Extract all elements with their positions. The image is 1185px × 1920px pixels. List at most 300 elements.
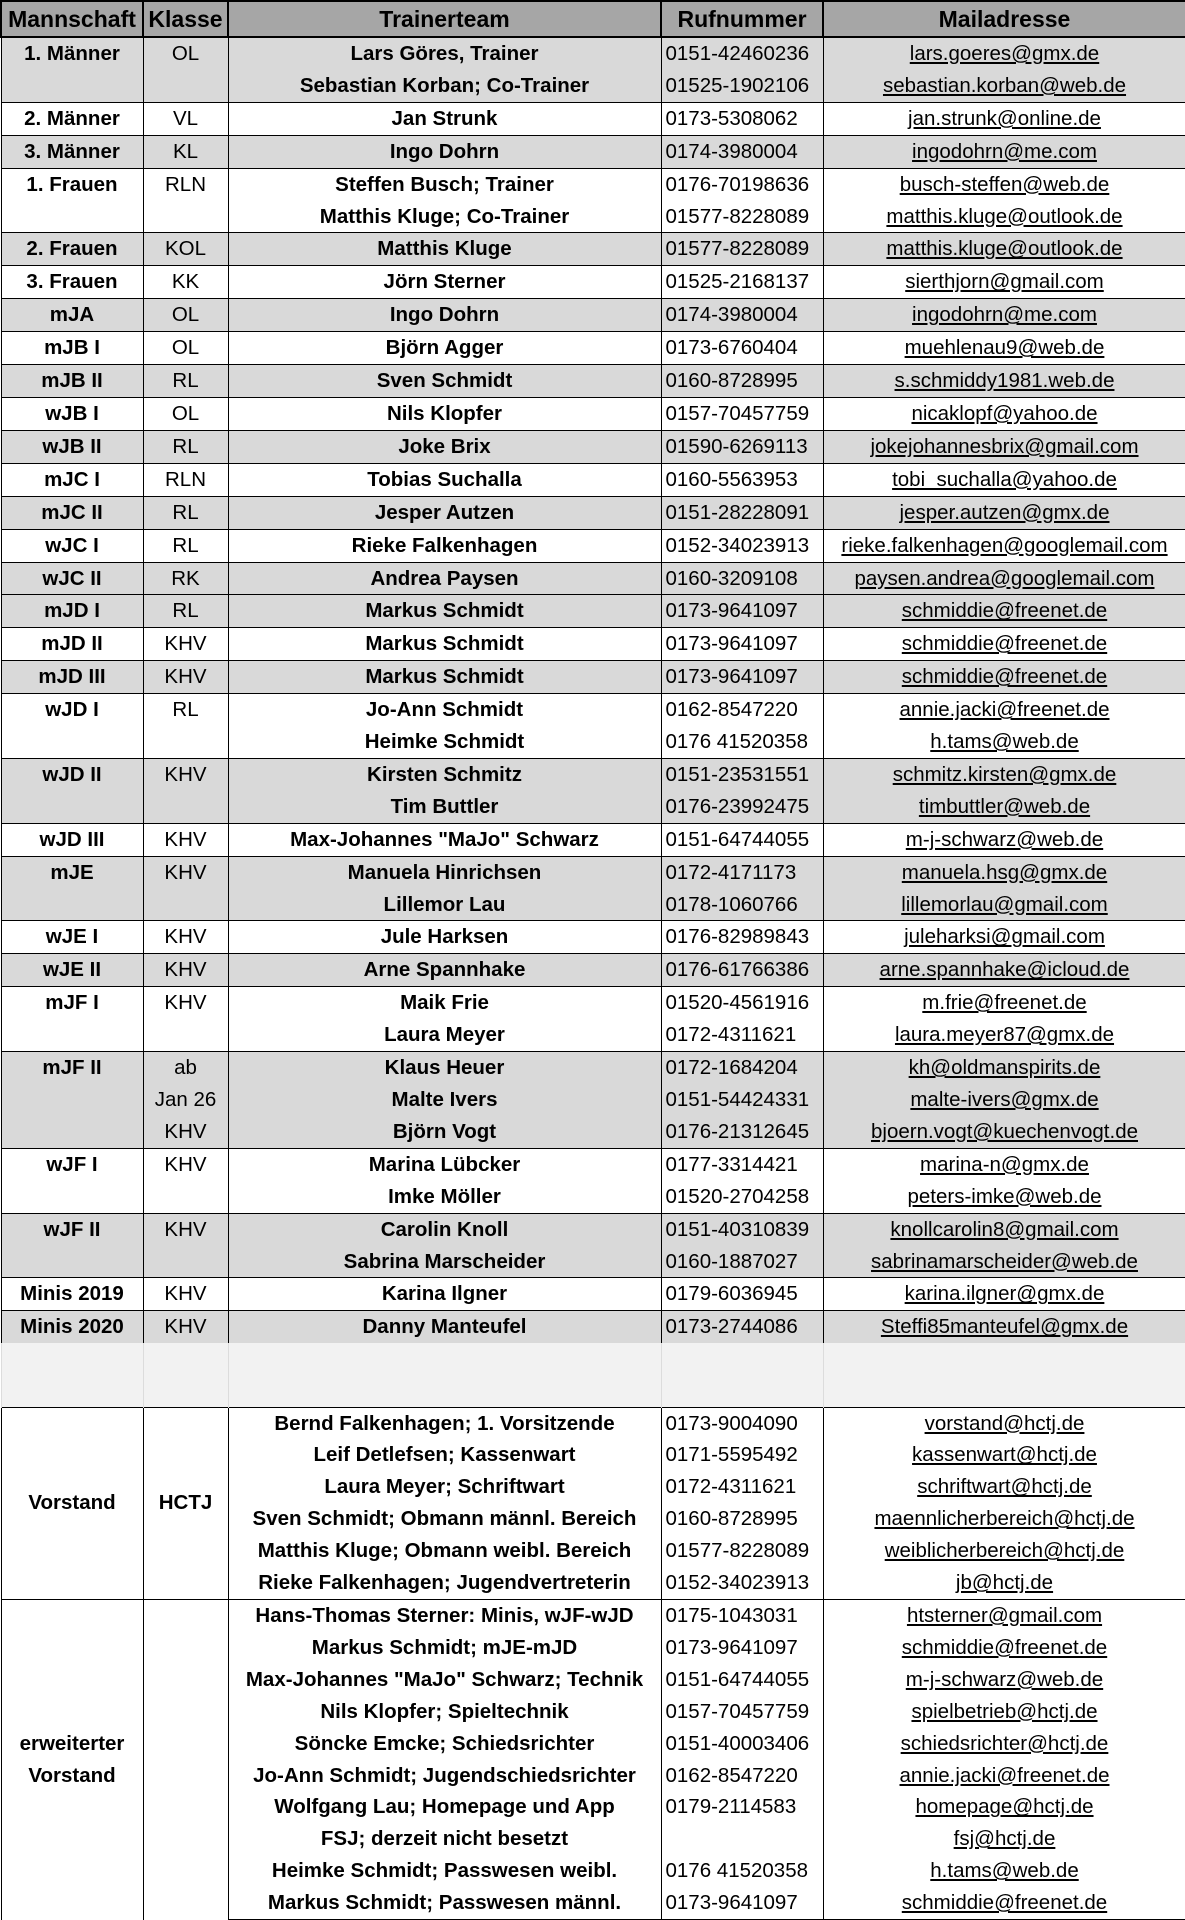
trainer-name: Kirsten Schmitz	[228, 758, 661, 790]
trainer-name: Joke Brix	[228, 430, 661, 463]
klasse-cell: RLN	[143, 463, 228, 496]
email-link[interactable]: annie.jacki@freenet.de	[823, 1760, 1185, 1792]
klasse-cell: RL	[143, 365, 228, 398]
table-row	[1, 1407, 1185, 1439]
header-rufnummer: Rufnummer	[661, 1, 823, 37]
email-link[interactable]: spielbetrieb@hctj.de	[823, 1696, 1185, 1728]
table-row	[1, 856, 1185, 888]
email-link[interactable]: Steffi85manteufel@gmx.de	[823, 1311, 1185, 1343]
email-link[interactable]: nicaklopf@yahoo.de	[823, 397, 1185, 430]
email-link[interactable]: schiedsrichter@hctj.de	[823, 1728, 1185, 1760]
team-cell: 3. Frauen	[1, 266, 143, 299]
email-link[interactable]: sabrinamarscheider@web.de	[823, 1246, 1185, 1278]
phone-number: 0173-9004090	[661, 1407, 823, 1439]
phone-number: 0176 41520358	[661, 726, 823, 758]
email-link[interactable]: schriftwart@hctj.de	[823, 1471, 1185, 1503]
phone-number: 0176 41520358	[661, 1855, 823, 1887]
spacer-cell	[228, 1375, 661, 1407]
trainer-name: Markus Schmidt	[228, 661, 661, 694]
header-mannschaft: Mannschaft	[1, 1, 143, 37]
trainer-name: Max-Johannes "MaJo" Schwarz; Technik	[228, 1664, 661, 1696]
email-link[interactable]: busch-steffen@web.de	[823, 168, 1185, 200]
phone-number: 0151-54424331	[661, 1084, 823, 1116]
spacer-row	[1, 1375, 1185, 1407]
spacer-cell	[228, 1343, 661, 1375]
trainer-name: Heimke Schmidt; Passwesen weibl.	[228, 1855, 661, 1887]
email-link[interactable]: jb@hctj.de	[823, 1567, 1185, 1599]
table-row	[1, 463, 1185, 496]
klasse-cell: Jan 26	[143, 1084, 228, 1116]
trainer-name: Ingo Dohrn	[228, 135, 661, 168]
phone-number: 0162-8547220	[661, 694, 823, 726]
klasse-cell: KHV	[143, 661, 228, 694]
table-row	[1, 201, 1185, 233]
phone-number: 0160-3209108	[661, 562, 823, 595]
email-link[interactable]: maennlicherbereich@hctj.de	[823, 1503, 1185, 1535]
email-link[interactable]: karina.ilgner@gmx.de	[823, 1278, 1185, 1311]
table-row	[1, 1246, 1185, 1278]
trainer-name: Klaus Heuer	[228, 1052, 661, 1084]
trainer-name: Matthis Kluge; Co-Trainer	[228, 201, 661, 233]
team-cell: wJF II	[1, 1213, 143, 1245]
table-row	[1, 496, 1185, 529]
email-link[interactable]: jan.strunk@online.de	[823, 102, 1185, 135]
phone-number: 01525-2168137	[661, 266, 823, 299]
trainer-name: Björn Agger	[228, 332, 661, 365]
klasse-cell: RLN	[143, 168, 228, 200]
klasse-cell	[143, 70, 228, 102]
table-row	[1, 954, 1185, 987]
phone-number: 0179-6036945	[661, 1278, 823, 1311]
email-link[interactable]: schmitz.kirsten@gmx.de	[823, 758, 1185, 790]
trainer-name: Björn Vogt	[228, 1116, 661, 1148]
klasse-cell: KL	[143, 135, 228, 168]
phone-number: 0152-34023913	[661, 529, 823, 562]
phone-number: 0151-23531551	[661, 758, 823, 790]
table-row	[1, 987, 1185, 1019]
spacer-cell	[823, 1375, 1185, 1407]
klasse-cell: KHV	[143, 758, 228, 790]
trainer-name: Sven Schmidt	[228, 365, 661, 398]
table-row	[1, 758, 1185, 790]
klasse-cell: KHV	[143, 823, 228, 856]
email-link[interactable]: schmiddie@freenet.de	[823, 628, 1185, 661]
trainer-name: Carolin Knoll	[228, 1213, 661, 1245]
phone-number: 01525-1902106	[661, 70, 823, 102]
team-cell: wJB I	[1, 397, 143, 430]
phone-number: 0151-64744055	[661, 1664, 823, 1696]
team-cell: 1. Männer	[1, 37, 143, 70]
trainer-name: Sven Schmidt; Obmann männl. Bereich	[228, 1503, 661, 1535]
trainer-name: Tim Buttler	[228, 791, 661, 823]
phone-number: 0178-1060766	[661, 889, 823, 921]
team-cell	[1, 70, 143, 102]
klasse-cell	[143, 791, 228, 823]
email-link[interactable]: schmiddie@freenet.de	[823, 1887, 1185, 1919]
header-klasse: Klasse	[143, 1, 228, 37]
table-row	[1, 661, 1185, 694]
trainer-name: Matthis Kluge	[228, 233, 661, 266]
email-link[interactable]: vorstand@hctj.de	[823, 1407, 1185, 1439]
email-link[interactable]: m-j-schwarz@web.de	[823, 823, 1185, 856]
team-cell: mJB II	[1, 365, 143, 398]
klasse-cell: OL	[143, 332, 228, 365]
trainer-name: Manuela Hinrichsen	[228, 856, 661, 888]
phone-number: 01577-8228089	[661, 201, 823, 233]
table-row	[1, 1116, 1185, 1148]
email-link[interactable]: matthis.kluge@outlook.de	[823, 233, 1185, 266]
email-link[interactable]: peters-imke@web.de	[823, 1181, 1185, 1213]
klasse-cell: KHV	[143, 987, 228, 1019]
email-link[interactable]: s.schmiddy1981.web.de	[823, 365, 1185, 398]
phone-number: 01520-2704258	[661, 1181, 823, 1213]
trainer-name: Leif Detlefsen; Kassenwart	[228, 1439, 661, 1471]
trainer-name: Nils Klopfer	[228, 397, 661, 430]
phone-number: 0172-4171173	[661, 856, 823, 888]
table-row	[1, 135, 1185, 168]
klasse-cell: OL	[143, 299, 228, 332]
email-link[interactable]: jokejohannesbrix@gmail.com	[823, 430, 1185, 463]
trainer-name: Rieke Falkenhagen	[228, 529, 661, 562]
team-cell: wJC II	[1, 562, 143, 595]
trainer-name: Steffen Busch; Trainer	[228, 168, 661, 200]
team-cell: wJC I	[1, 529, 143, 562]
erweiterter-label	[1, 1599, 143, 1919]
klasse-cell: KHV	[143, 1148, 228, 1180]
header-mailadresse: Mailadresse	[823, 1, 1185, 37]
team-cell: mJC I	[1, 463, 143, 496]
phone-number: 0151-42460236	[661, 37, 823, 70]
email-link[interactable]: muehlenau9@web.de	[823, 332, 1185, 365]
table-row	[1, 1213, 1185, 1245]
trainer-name: Sabrina Marscheider	[228, 1246, 661, 1278]
phone-number: 0160-8728995	[661, 1503, 823, 1535]
table-row	[1, 233, 1185, 266]
klasse-cell: KK	[143, 266, 228, 299]
erweiterter-label-line: Vorstand	[28, 1763, 116, 1787]
email-link[interactable]: arne.spannhake@icloud.de	[823, 954, 1185, 987]
trainer-name: Markus Schmidt; mJE-mJD	[228, 1632, 661, 1664]
email-link[interactable]: kassenwart@hctj.de	[823, 1439, 1185, 1471]
email-link[interactable]: fsj@hctj.de	[823, 1823, 1185, 1855]
team-cell	[1, 1019, 143, 1051]
spacer-cell	[661, 1343, 823, 1375]
trainer-name: Markus Schmidt; Passwesen männl.	[228, 1887, 661, 1919]
team-cell: wJD II	[1, 758, 143, 790]
trainer-name: Heimke Schmidt	[228, 726, 661, 758]
trainer-name: Matthis Kluge; Obmann weibl. Bereich	[228, 1535, 661, 1567]
phone-number: 0173-9641097	[661, 1632, 823, 1664]
phone-number: 0162-8547220	[661, 1760, 823, 1792]
email-link[interactable]: h.tams@web.de	[823, 1855, 1185, 1887]
table-row	[1, 1181, 1185, 1213]
table-row	[1, 332, 1185, 365]
klasse-cell: KHV	[143, 954, 228, 987]
klasse-cell: ab	[143, 1052, 228, 1084]
klasse-cell: RL	[143, 496, 228, 529]
phone-number: 0174-3980004	[661, 135, 823, 168]
team-cell: Minis 2020	[1, 1311, 143, 1343]
team-cell: wJF I	[1, 1148, 143, 1180]
trainer-name: Tobias Suchalla	[228, 463, 661, 496]
phone-number: 0179-2114583	[661, 1791, 823, 1823]
table-row	[1, 1084, 1185, 1116]
klasse-cell: RL	[143, 529, 228, 562]
phone-number: 0160-5563953	[661, 463, 823, 496]
phone-number: 0151-28228091	[661, 496, 823, 529]
header-row	[1, 1, 1185, 37]
email-link[interactable]: ingodohrn@me.com	[823, 135, 1185, 168]
klasse-cell	[143, 1019, 228, 1051]
team-cell	[1, 726, 143, 758]
email-link[interactable]: h.tams@web.de	[823, 726, 1185, 758]
phone-number: 0160-8728995	[661, 365, 823, 398]
phone-number: 0160-1887027	[661, 1246, 823, 1278]
phone-number: 01577-8228089	[661, 233, 823, 266]
team-cell: 2. Männer	[1, 102, 143, 135]
table-row	[1, 562, 1185, 595]
trainer-name: Jörn Sterner	[228, 266, 661, 299]
email-link[interactable]: ingodohrn@me.com	[823, 299, 1185, 332]
klasse-cell: KHV	[143, 1116, 228, 1148]
trainer-name: Jule Harksen	[228, 921, 661, 954]
table-row	[1, 791, 1185, 823]
spacer-cell	[1, 1343, 143, 1375]
klasse-cell	[143, 1181, 228, 1213]
table-row	[1, 70, 1185, 102]
email-link[interactable]: sebastian.korban@web.de	[823, 70, 1185, 102]
phone-number: 0174-3980004	[661, 299, 823, 332]
table-row	[1, 1599, 1185, 1631]
phone-number: 0172-4311621	[661, 1019, 823, 1051]
team-cell: Minis 2019	[1, 1278, 143, 1311]
klasse-cell	[143, 1599, 228, 1919]
table-row	[1, 397, 1185, 430]
email-link[interactable]: annie.jacki@freenet.de	[823, 694, 1185, 726]
vorstand-label-line: Vorstand	[28, 1491, 116, 1515]
klasse-cell: KHV	[143, 1213, 228, 1245]
table-row	[1, 921, 1185, 954]
klasse-cell: RL	[143, 694, 228, 726]
klasse-cell	[143, 726, 228, 758]
trainer-name: Jo-Ann Schmidt	[228, 694, 661, 726]
trainer-name: Jan Strunk	[228, 102, 661, 135]
team-cell: 2. Frauen	[1, 233, 143, 266]
email-link[interactable]: rieke.falkenhagen@googlemail.com	[823, 529, 1185, 562]
table-body	[1, 37, 1185, 1920]
email-link[interactable]: weiblicherbereich@hctj.de	[823, 1535, 1185, 1567]
team-cell: wJE I	[1, 921, 143, 954]
email-link[interactable]: malte-ivers@gmx.de	[823, 1084, 1185, 1116]
trainer-name: Maik Frie	[228, 987, 661, 1019]
trainer-name: Marina Lübcker	[228, 1148, 661, 1180]
email-link[interactable]: matthis.kluge@outlook.de	[823, 201, 1185, 233]
klasse-cell: OL	[143, 397, 228, 430]
klasse-cell	[143, 201, 228, 233]
team-cell: mJF I	[1, 987, 143, 1019]
phone-number: 0176-21312645	[661, 1116, 823, 1148]
klasse-cell: KHV	[143, 628, 228, 661]
trainer-name: Söncke Emcke; Schiedsrichter	[228, 1728, 661, 1760]
team-cell: mJF II	[1, 1052, 143, 1084]
team-cell: mJA	[1, 299, 143, 332]
team-cell	[1, 1246, 143, 1278]
spacer-cell	[661, 1375, 823, 1407]
team-cell: mJD I	[1, 595, 143, 628]
table-row	[1, 299, 1185, 332]
email-link[interactable]: marina-n@gmx.de	[823, 1148, 1185, 1180]
trainer-name: Nils Klopfer; Spieltechnik	[228, 1696, 661, 1728]
phone-number: 0176-23992475	[661, 791, 823, 823]
spacer-cell	[1, 1375, 143, 1407]
table-row	[1, 365, 1185, 398]
klasse-cell: KHV	[143, 1278, 228, 1311]
trainer-name: Markus Schmidt	[228, 628, 661, 661]
phone-number: 01577-8228089	[661, 1535, 823, 1567]
phone-number: 0177-3314421	[661, 1148, 823, 1180]
trainer-name: Jesper Autzen	[228, 496, 661, 529]
email-link[interactable]: laura.meyer87@gmx.de	[823, 1019, 1185, 1051]
trainer-name: Rieke Falkenhagen; Jugendvertreterin	[228, 1567, 661, 1599]
email-link[interactable]: tobi_suchalla@yahoo.de	[823, 463, 1185, 496]
phone-number: 0176-70198636	[661, 168, 823, 200]
table-row	[1, 1148, 1185, 1180]
klasse-cell: KOL	[143, 233, 228, 266]
klasse-cell: RL	[143, 595, 228, 628]
table-row	[1, 1052, 1185, 1084]
trainer-name: Bernd Falkenhagen; 1. Vorsitzende	[228, 1407, 661, 1439]
klasse-cell: VL	[143, 102, 228, 135]
table-row	[1, 823, 1185, 856]
phone-number: 0172-4311621	[661, 1471, 823, 1503]
phone-number: 0175-1043031	[661, 1599, 823, 1631]
trainer-name: Markus Schmidt	[228, 595, 661, 628]
email-link[interactable]: m.frie@freenet.de	[823, 987, 1185, 1019]
phone-number: 0151-40310839	[661, 1213, 823, 1245]
email-link[interactable]: bjoern.vogt@kuechenvogt.de	[823, 1116, 1185, 1148]
email-link[interactable]: m-j-schwarz@web.de	[823, 1664, 1185, 1696]
klasse-cell: KHV	[143, 856, 228, 888]
phone-number: 01590-6269113	[661, 430, 823, 463]
trainer-name: Malte Ivers	[228, 1084, 661, 1116]
table-row	[1, 430, 1185, 463]
email-link[interactable]: jesper.autzen@gmx.de	[823, 496, 1185, 529]
phone-number: 0172-1684204	[661, 1052, 823, 1084]
team-cell	[1, 1084, 143, 1116]
trainer-name: Laura Meyer	[228, 1019, 661, 1051]
phone-number: 0171-5595492	[661, 1439, 823, 1471]
trainer-name: Jo-Ann Schmidt; Jugendschiedsrichter	[228, 1760, 661, 1792]
trainer-name: Wolfgang Lau; Homepage und App	[228, 1791, 661, 1823]
team-cell: mJC II	[1, 496, 143, 529]
phone-number: 0157-70457759	[661, 397, 823, 430]
erweiterter-label-line: erweiterter	[19, 1731, 125, 1755]
email-link[interactable]: homepage@hctj.de	[823, 1791, 1185, 1823]
trainer-name: Sebastian Korban; Co-Trainer	[228, 70, 661, 102]
email-link[interactable]: manuela.hsg@gmx.de	[823, 856, 1185, 888]
table-row	[1, 1311, 1185, 1343]
phone-number: 0173-5308062	[661, 102, 823, 135]
spacer-cell	[823, 1343, 1185, 1375]
email-link[interactable]: lillemorlau@gmail.com	[823, 889, 1185, 921]
email-link[interactable]: sierthjorn@gmail.com	[823, 266, 1185, 299]
trainer-name: FSJ; derzeit nicht besetzt	[228, 1823, 661, 1855]
trainer-name: Max-Johannes "MaJo" Schwarz	[228, 823, 661, 856]
table-row	[1, 628, 1185, 661]
email-link[interactable]: paysen.andrea@googlemail.com	[823, 562, 1185, 595]
phone-number: 0157-70457759	[661, 1696, 823, 1728]
phone-number: 0173-2744086	[661, 1311, 823, 1343]
phone-number: 0151-40003406	[661, 1728, 823, 1760]
table-row	[1, 726, 1185, 758]
team-cell	[1, 1181, 143, 1213]
klasse-cell: RK	[143, 562, 228, 595]
table-row	[1, 102, 1185, 135]
phone-number: 0173-6760404	[661, 332, 823, 365]
klasse-cell: KHV	[143, 1311, 228, 1343]
klasse-cell: KHV	[143, 921, 228, 954]
klasse-cell	[143, 889, 228, 921]
team-cell: wJE II	[1, 954, 143, 987]
team-cell: mJD III	[1, 661, 143, 694]
trainer-name: Hans-Thomas Sterner: Minis, wJF-wJD	[228, 1599, 661, 1631]
header-trainerteam: Trainerteam	[228, 1, 661, 37]
trainer-name: Lillemor Lau	[228, 889, 661, 921]
team-cell	[1, 889, 143, 921]
table-row	[1, 1278, 1185, 1311]
phone-number: 0173-9641097	[661, 1887, 823, 1919]
email-link[interactable]: lars.goeres@gmx.de	[823, 37, 1185, 70]
email-link[interactable]: juleharksi@gmail.com	[823, 921, 1185, 954]
team-cell: wJD III	[1, 823, 143, 856]
email-link[interactable]: timbuttler@web.de	[823, 791, 1185, 823]
trainer-name: Lars Göres, Trainer	[228, 37, 661, 70]
table-row	[1, 168, 1185, 200]
email-link[interactable]: schmiddie@freenet.de	[823, 661, 1185, 694]
table-row	[1, 694, 1185, 726]
team-cell: 1. Frauen	[1, 168, 143, 200]
table-row	[1, 595, 1185, 628]
klasse-cell: OL	[143, 37, 228, 70]
trainer-name: Danny Manteufel	[228, 1311, 661, 1343]
email-link[interactable]: htsterner@gmail.com	[823, 1599, 1185, 1631]
team-cell: mJB I	[1, 332, 143, 365]
vorstand-label	[1, 1407, 143, 1599]
email-link[interactable]: schmiddie@freenet.de	[823, 1632, 1185, 1664]
email-link[interactable]: schmiddie@freenet.de	[823, 595, 1185, 628]
spacer-cell	[143, 1375, 228, 1407]
team-cell: wJB II	[1, 430, 143, 463]
phone-number: 0173-9641097	[661, 628, 823, 661]
team-cell	[1, 791, 143, 823]
trainer-name: Ingo Dohrn	[228, 299, 661, 332]
team-cell	[1, 1116, 143, 1148]
email-link[interactable]: kh@oldmanspirits.de	[823, 1052, 1185, 1084]
team-cell: 3. Männer	[1, 135, 143, 168]
table-row	[1, 529, 1185, 562]
klasse-cell: RL	[143, 430, 228, 463]
email-link[interactable]: knollcarolin8@gmail.com	[823, 1213, 1185, 1245]
spacer-cell	[143, 1343, 228, 1375]
phone-number: 0152-34023913	[661, 1567, 823, 1599]
trainer-name: Arne Spannhake	[228, 954, 661, 987]
phone-number: 0173-9641097	[661, 595, 823, 628]
trainer-name: Imke Möller	[228, 1181, 661, 1213]
trainer-name: Andrea Paysen	[228, 562, 661, 595]
team-cell: mJD II	[1, 628, 143, 661]
phone-number: 0176-61766386	[661, 954, 823, 987]
trainer-name: Karina Ilgner	[228, 1278, 661, 1311]
